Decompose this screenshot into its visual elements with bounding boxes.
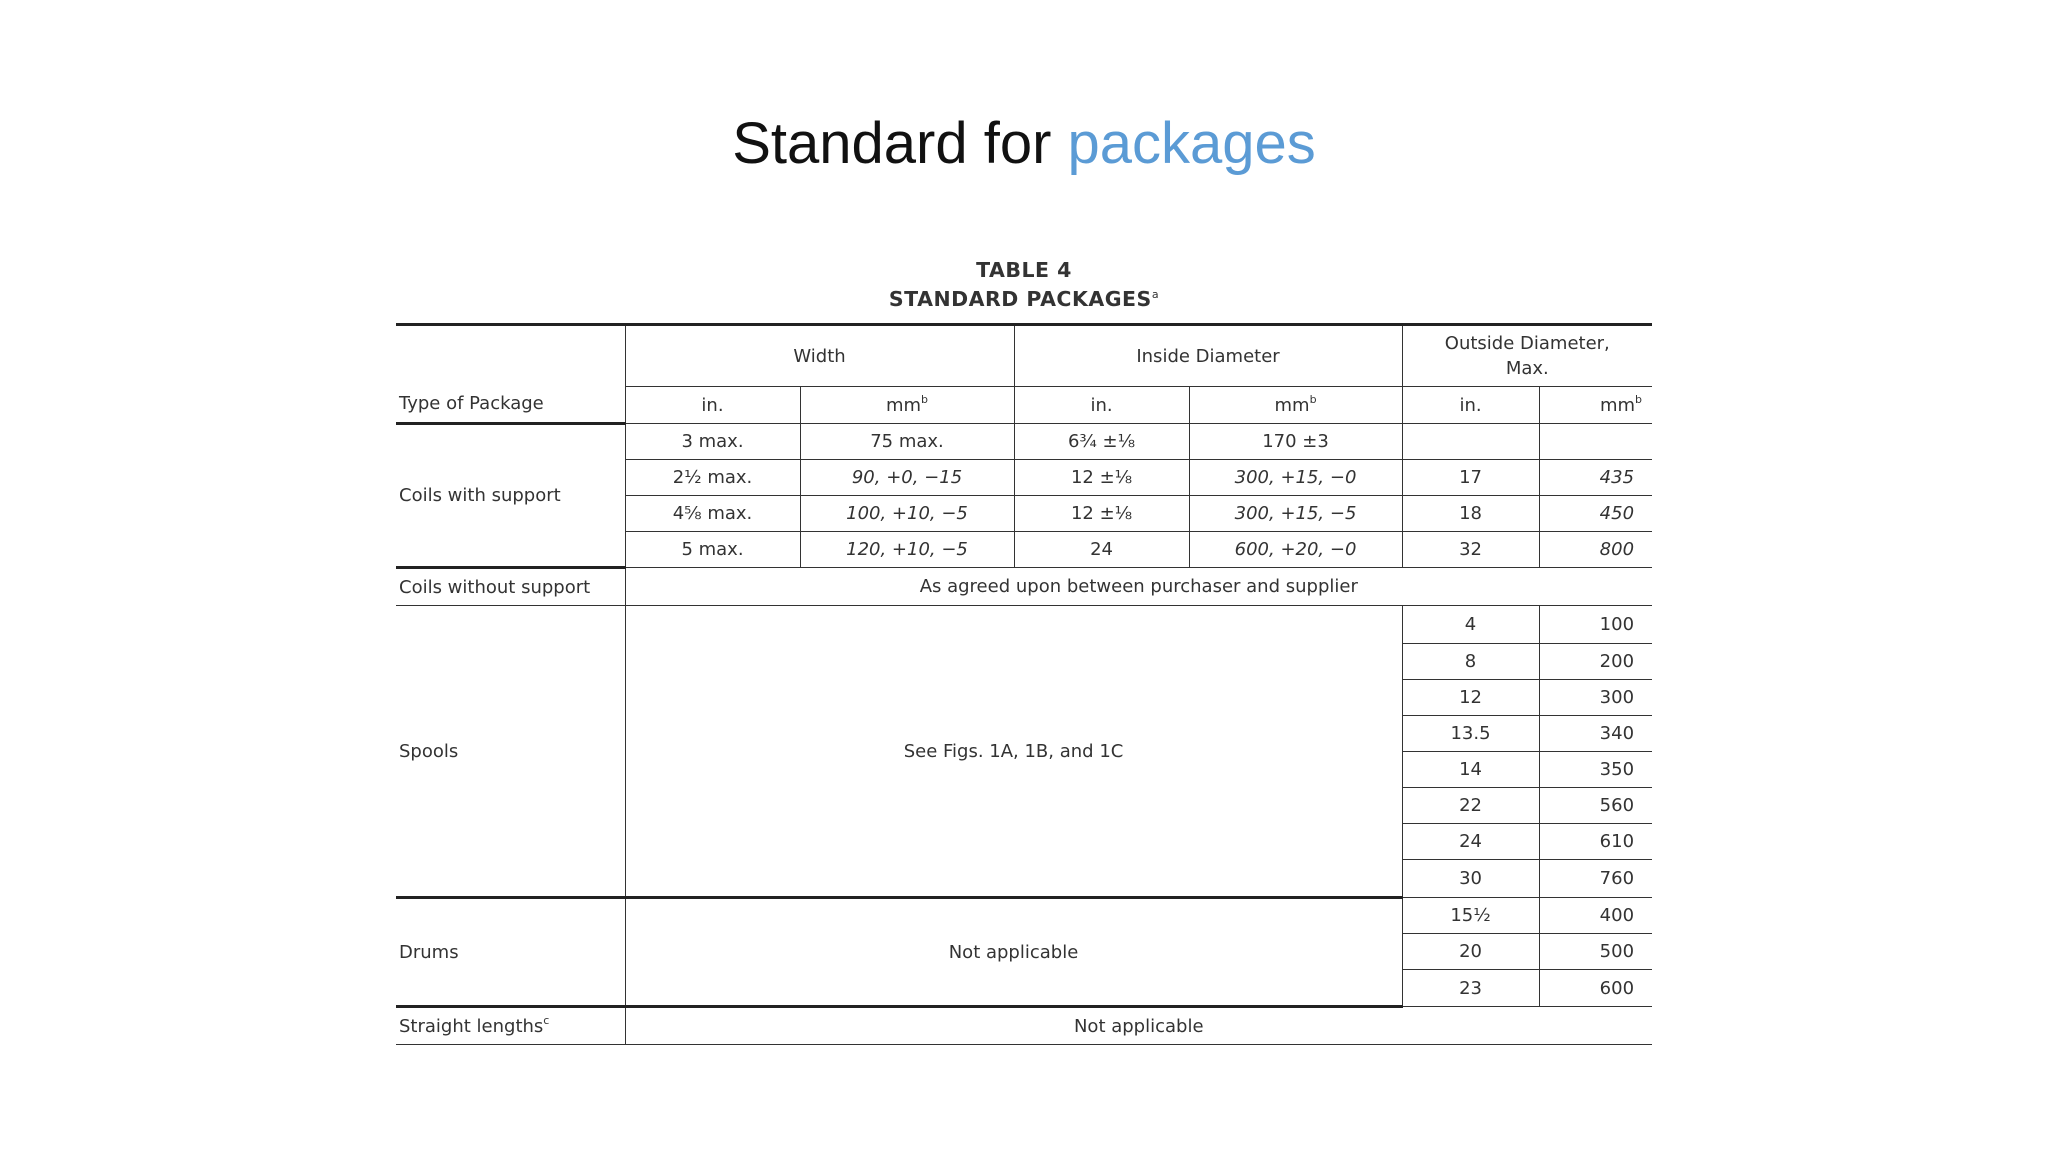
header-od-mm [1539, 387, 1652, 424]
cell-od-in: 4 [1402, 606, 1539, 644]
table-row [396, 898, 1652, 934]
cell-od-mm: 800 [1539, 532, 1652, 568]
cell-od-mm [1539, 424, 1652, 460]
header-outside-diameter [1402, 325, 1652, 387]
cell-id-mm: 300, +15, −5 [1189, 496, 1402, 532]
header-od-in: in. [1402, 387, 1539, 424]
cell-spools-note: See Figs. 1A, 1B, and 1C [625, 606, 1402, 898]
header-inside-diameter: Inside Diameter [1014, 325, 1402, 387]
cell-id-in: 6¾ ±⅛ [1014, 424, 1189, 460]
cell-od-in: 17 [1402, 460, 1539, 496]
header-outside-diameter-line1: Outside Diameter, [1444, 333, 1610, 354]
cell-od-mm: 435 [1539, 460, 1652, 496]
slide-title-plain: Standard for [732, 111, 1068, 176]
row-label-coils-with-support: Coils with support [396, 424, 625, 568]
cell-od-in: 8 [1402, 644, 1539, 680]
cell-od-mm: 560 [1539, 788, 1652, 824]
cell-width-in: 3 max. [625, 424, 800, 460]
footnote-marker-b: b [921, 392, 929, 406]
cell-width-mm: 100, +10, −5 [800, 496, 1014, 532]
table-caption-number: TABLE 4 [976, 258, 1072, 282]
cell-od-mm: 610 [1539, 824, 1652, 860]
standard-packages-table [396, 323, 1652, 1045]
header-id-mm [1189, 387, 1402, 424]
footnote-marker-b: b [1309, 392, 1317, 406]
table-row [396, 568, 1652, 606]
cell-od-mm: 450 [1539, 496, 1652, 532]
cell-width-mm: 75 max. [800, 424, 1014, 460]
cell-width-mm: 90, +0, −15 [800, 460, 1014, 496]
cell-od-in: 24 [1402, 824, 1539, 860]
table-caption-title [396, 287, 1652, 311]
cell-od-mm: 100 [1539, 606, 1652, 644]
cell-od-mm: 200 [1539, 644, 1652, 680]
header-type-of-package: Type of Package [396, 325, 625, 424]
cell-od-in: 22 [1402, 788, 1539, 824]
header-width-mm [800, 387, 1014, 424]
cell-od-mm: 340 [1539, 716, 1652, 752]
cell-width-in: 2½ max. [625, 460, 800, 496]
header-group-row [396, 325, 1652, 387]
cell-width-in: 5 max. [625, 532, 800, 568]
row-label-spools: Spools [396, 606, 625, 898]
row-label-straight-lengths [396, 1007, 625, 1045]
header-width-mm-text: mm [885, 394, 922, 416]
header-od-mm-text: mm [1599, 394, 1636, 416]
row-label-straight-lengths-text: Straight lengths [399, 1015, 544, 1037]
cell-id-mm: 600, +20, −0 [1189, 532, 1402, 568]
cell-od-mm: 760 [1539, 860, 1652, 898]
table-row [396, 424, 1652, 460]
header-outside-diameter-line2: Max. [1505, 358, 1549, 379]
row-label-coils-without-support: Coils without support [396, 568, 625, 606]
cell-width-mm: 120, +10, −5 [800, 532, 1014, 568]
slide-title-accent: packages [1067, 111, 1316, 176]
row-label-drums: Drums [396, 898, 625, 1007]
cell-od-mm: 400 [1539, 898, 1652, 934]
cell-od-in [1402, 424, 1539, 460]
cell-id-in: 24 [1014, 532, 1189, 568]
cell-id-mm: 300, +15, −0 [1189, 460, 1402, 496]
cell-coils-without-support-note: As agreed upon between purchaser and supplier [625, 568, 1652, 606]
cell-od-in: 15½ [1402, 898, 1539, 934]
table-row [396, 1007, 1652, 1045]
header-id-mm-text: mm [1274, 394, 1310, 416]
footnote-marker-c: c [543, 1013, 550, 1027]
cell-od-mm: 350 [1539, 752, 1652, 788]
cell-od-in: 20 [1402, 934, 1539, 970]
cell-od-in: 30 [1402, 860, 1539, 898]
cell-id-mm: 170 ±3 [1189, 424, 1402, 460]
cell-straight-lengths-note: Not applicable [625, 1007, 1652, 1045]
header-width: Width [625, 325, 1014, 387]
cell-id-in: 12 ±⅛ [1014, 460, 1189, 496]
footnote-marker-a: a [1151, 288, 1160, 301]
cell-od-in: 13.5 [1402, 716, 1539, 752]
slide-title [0, 108, 2048, 180]
cell-width-in: 4⅝ max. [625, 496, 800, 532]
cell-od-in: 23 [1402, 970, 1539, 1007]
header-id-in: in. [1014, 387, 1189, 424]
cell-od-mm: 500 [1539, 934, 1652, 970]
table-caption-title-text: STANDARD PACKAGES [888, 287, 1152, 311]
cell-od-mm: 600 [1539, 970, 1652, 1007]
cell-od-in: 14 [1402, 752, 1539, 788]
cell-od-in: 12 [1402, 680, 1539, 716]
cell-id-in: 12 ±⅛ [1014, 496, 1189, 532]
table-row [396, 606, 1652, 644]
footnote-marker-b: b [1635, 392, 1643, 406]
header-width-in: in. [625, 387, 800, 424]
cell-drums-note: Not applicable [625, 898, 1402, 1007]
cell-od-mm: 300 [1539, 680, 1652, 716]
cell-od-in: 18 [1402, 496, 1539, 532]
cell-od-in: 32 [1402, 532, 1539, 568]
